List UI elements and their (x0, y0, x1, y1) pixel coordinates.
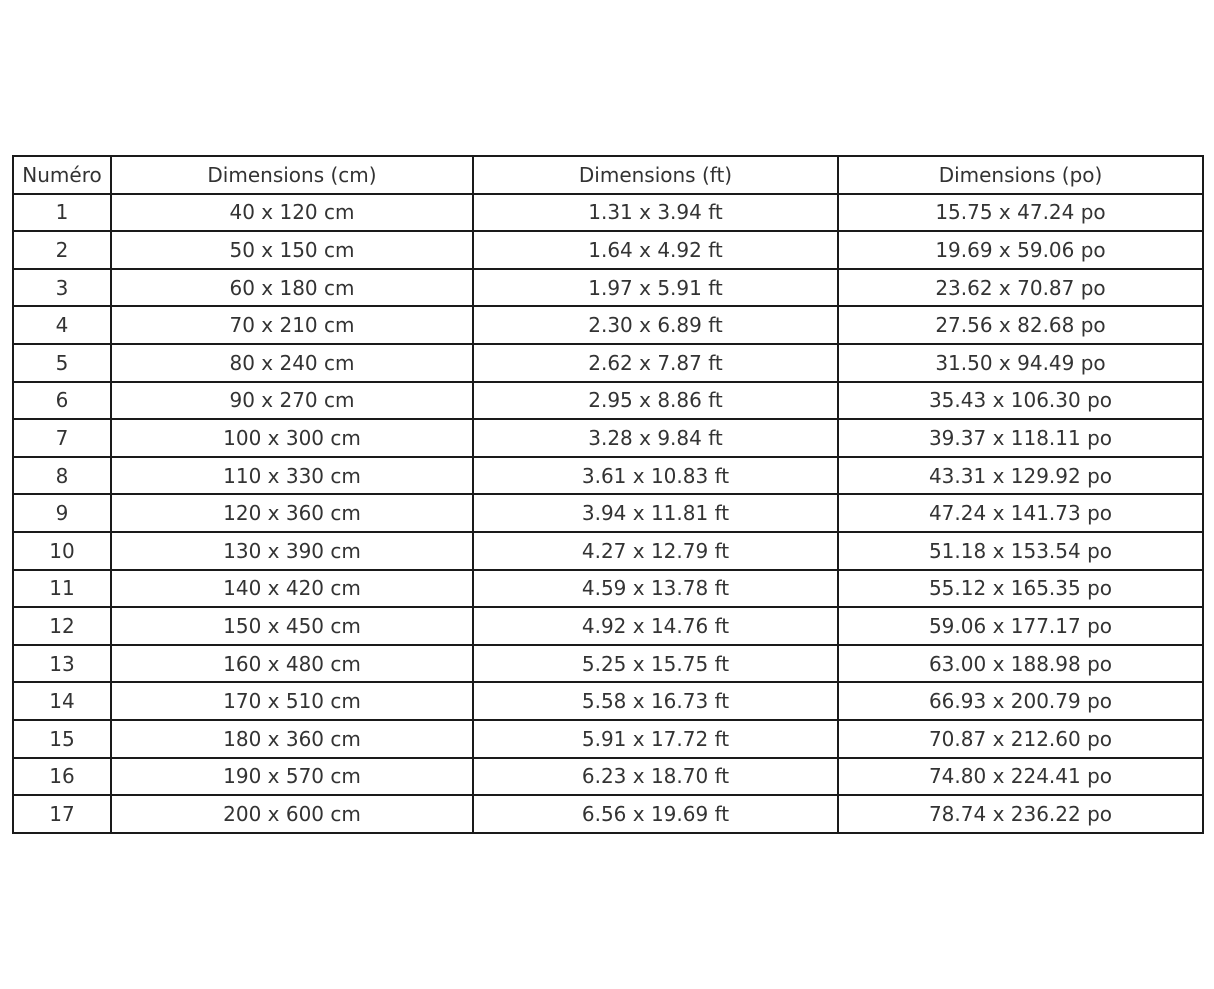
table-row (13, 758, 1203, 796)
table-cell: 5.91 x 17.72 ft (473, 720, 838, 758)
header-dimensions-cm: Dimensions (cm) (111, 156, 473, 194)
table-cell: 40 x 120 cm (111, 194, 473, 232)
table-cell: 35.43 x 106.30 po (838, 382, 1203, 420)
table-cell: 12 (13, 607, 111, 645)
table-row (13, 457, 1203, 495)
table-cell: 80 x 240 cm (111, 344, 473, 382)
table-cell: 50 x 150 cm (111, 231, 473, 269)
table-cell: 13 (13, 645, 111, 683)
table-cell: 23.62 x 70.87 po (838, 269, 1203, 307)
header-row (13, 156, 1203, 194)
table-cell: 9 (13, 494, 111, 532)
table-cell: 43.31 x 129.92 po (838, 457, 1203, 495)
table-cell: 3.94 x 11.81 ft (473, 494, 838, 532)
table-cell: 3.28 x 9.84 ft (473, 419, 838, 457)
table-row (13, 419, 1203, 457)
table-row (13, 720, 1203, 758)
table-row (13, 682, 1203, 720)
table-cell: 6 (13, 382, 111, 420)
table-cell: 51.18 x 153.54 po (838, 532, 1203, 570)
table-cell: 150 x 450 cm (111, 607, 473, 645)
table-row (13, 231, 1203, 269)
table-cell: 4.27 x 12.79 ft (473, 532, 838, 570)
table-row (13, 269, 1203, 307)
table-cell: 11 (13, 570, 111, 608)
table-row (13, 306, 1203, 344)
table-cell: 78.74 x 236.22 po (838, 795, 1203, 833)
table-cell: 5 (13, 344, 111, 382)
table-cell: 2.30 x 6.89 ft (473, 306, 838, 344)
table-row (13, 795, 1203, 833)
table-cell: 7 (13, 419, 111, 457)
table-row (13, 382, 1203, 420)
table-row (13, 607, 1203, 645)
table-cell: 17 (13, 795, 111, 833)
table-cell: 19.69 x 59.06 po (838, 231, 1203, 269)
table-cell: 6.23 x 18.70 ft (473, 758, 838, 796)
table-cell: 4 (13, 306, 111, 344)
table-cell: 66.93 x 200.79 po (838, 682, 1203, 720)
table-cell: 6.56 x 19.69 ft (473, 795, 838, 833)
header-dimensions-po: Dimensions (po) (838, 156, 1203, 194)
table-cell: 10 (13, 532, 111, 570)
table-cell: 190 x 570 cm (111, 758, 473, 796)
table-cell: 55.12 x 165.35 po (838, 570, 1203, 608)
table-cell: 3 (13, 269, 111, 307)
dimensions-conversion-table (12, 155, 1204, 834)
table-cell: 70 x 210 cm (111, 306, 473, 344)
table-cell: 1.64 x 4.92 ft (473, 231, 838, 269)
table-cell: 2 (13, 231, 111, 269)
table-cell: 74.80 x 224.41 po (838, 758, 1203, 796)
table-cell: 2.62 x 7.87 ft (473, 344, 838, 382)
table-cell: 100 x 300 cm (111, 419, 473, 457)
table-row (13, 645, 1203, 683)
table-cell: 5.25 x 15.75 ft (473, 645, 838, 683)
table-cell: 140 x 420 cm (111, 570, 473, 608)
table-cell: 31.50 x 94.49 po (838, 344, 1203, 382)
table-header (13, 156, 1203, 194)
table-cell: 130 x 390 cm (111, 532, 473, 570)
table-cell: 70.87 x 212.60 po (838, 720, 1203, 758)
table-row (13, 194, 1203, 232)
table-row (13, 570, 1203, 608)
table-cell: 110 x 330 cm (111, 457, 473, 495)
table-cell: 200 x 600 cm (111, 795, 473, 833)
table-row (13, 494, 1203, 532)
table-row (13, 532, 1203, 570)
table-cell: 27.56 x 82.68 po (838, 306, 1203, 344)
dimensions-table-container (12, 155, 1204, 834)
table-body (13, 194, 1203, 833)
table-cell: 39.37 x 118.11 po (838, 419, 1203, 457)
table-cell: 63.00 x 188.98 po (838, 645, 1203, 683)
table-cell: 60 x 180 cm (111, 269, 473, 307)
table-cell: 15 (13, 720, 111, 758)
table-cell: 5.58 x 16.73 ft (473, 682, 838, 720)
table-cell: 14 (13, 682, 111, 720)
table-cell: 4.59 x 13.78 ft (473, 570, 838, 608)
table-cell: 47.24 x 141.73 po (838, 494, 1203, 532)
table-cell: 15.75 x 47.24 po (838, 194, 1203, 232)
table-cell: 16 (13, 758, 111, 796)
table-cell: 160 x 480 cm (111, 645, 473, 683)
header-numero: Numéro (13, 156, 111, 194)
table-cell: 2.95 x 8.86 ft (473, 382, 838, 420)
table-cell: 4.92 x 14.76 ft (473, 607, 838, 645)
table-cell: 1.31 x 3.94 ft (473, 194, 838, 232)
table-cell: 90 x 270 cm (111, 382, 473, 420)
table-row (13, 344, 1203, 382)
header-dimensions-ft: Dimensions (ft) (473, 156, 838, 194)
table-cell: 3.61 x 10.83 ft (473, 457, 838, 495)
table-cell: 59.06 x 177.17 po (838, 607, 1203, 645)
table-cell: 8 (13, 457, 111, 495)
table-cell: 180 x 360 cm (111, 720, 473, 758)
table-cell: 170 x 510 cm (111, 682, 473, 720)
table-cell: 120 x 360 cm (111, 494, 473, 532)
table-cell: 1 (13, 194, 111, 232)
table-cell: 1.97 x 5.91 ft (473, 269, 838, 307)
